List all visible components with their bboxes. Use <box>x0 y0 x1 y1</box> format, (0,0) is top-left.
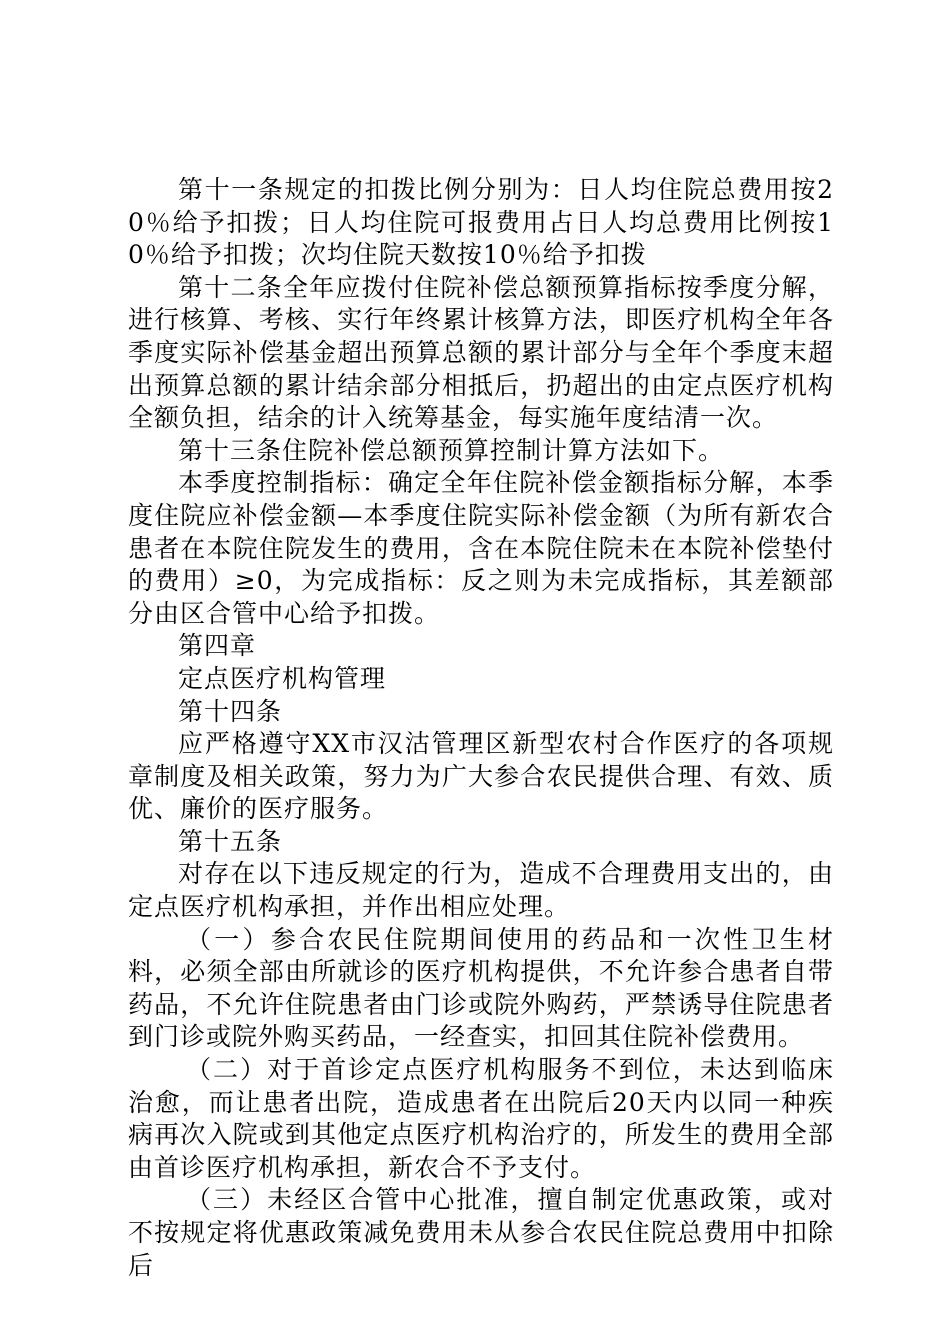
document-body <box>128 174 834 1282</box>
article-heading-14: 第十四条 <box>178 696 283 726</box>
paragraph-article-11-deduction: 第十一条规定的扣拨比例分别为：日人均住院总费用按20％给予扣拨；日人均住院可报费用占日人均总费用比例按10％给予扣拨；次均住院天数按10％给予扣拨 <box>128 175 834 270</box>
paragraph-quarterly-indicator: 本季度控制指标：确定全年住院补偿金额指标分解，本季度住院应补偿金额—本季度住院实际补偿金额（为所有新农合患者在本院住院发生的费用，含在本院住院未在本院补偿垫付的费用）≥0，为完成指标：反之则为未完成指标，其差额部分由区合管中心给予扣拨。 <box>128 468 834 628</box>
paragraph-item-1: （一）参合农民住院期间使用的药品和一次性卫生材料，必须全部由所就诊的医疗机构提供，不允许参合患者自带药品，不允许住院患者由门诊或院外购药，严禁诱导住院患者到门诊或院外购买药品，一经查实，扣回其住院补偿费用。 <box>128 924 834 1052</box>
paragraph-item-2: （二）对于首诊定点医疗机构服务不到位，未达到临床治愈，而让患者出院，造成患者在出院后20天内以同一种疾病再次入院或到其他定点医疗机构治疗的，所发生的费用全部由首诊医疗机构承担，新农合不予支付。 <box>128 1055 834 1182</box>
paragraph-item-3: （三）未经区合管中心批准，擅自制定优惠政策，或对不按规定将优惠政策减免费用未从参合农民住院总费用中扣除后 <box>128 1185 834 1280</box>
paragraph-article-13: 第十三条住院补偿总额预算控制计算方法如下。 <box>178 435 725 465</box>
chapter-title: 定点医疗机构管理 <box>178 663 387 693</box>
paragraph-article-14: 应严格遵守XX市汉沽管理区新型农村合作医疗的各项规章制度及相关政策，努力为广大参合农民提供合理、有效、质优、廉价的医疗服务。 <box>128 729 834 824</box>
paragraph-article-15: 对存在以下违反规定的行为，造成不合理费用支出的，由定点医疗机构承担，并作出相应处理。 <box>128 859 834 922</box>
paragraph-article-12: 第十二条全年应拨付住院补偿总额预算指标按季度分解，进行核算、考核、实行年终累计核算方法，即医疗机构全年各季度实际补偿基金超出预算总额的累计部分与全年个季度末超出预算总额的累计结余部分相抵后，扔超出的由定点医疗机构全额负担，结余的计入统筹基金，每实施年度结清一次。 <box>128 272 834 433</box>
article-heading-15: 第十五条 <box>178 826 283 856</box>
chapter-heading: 第四章 <box>178 631 257 661</box>
